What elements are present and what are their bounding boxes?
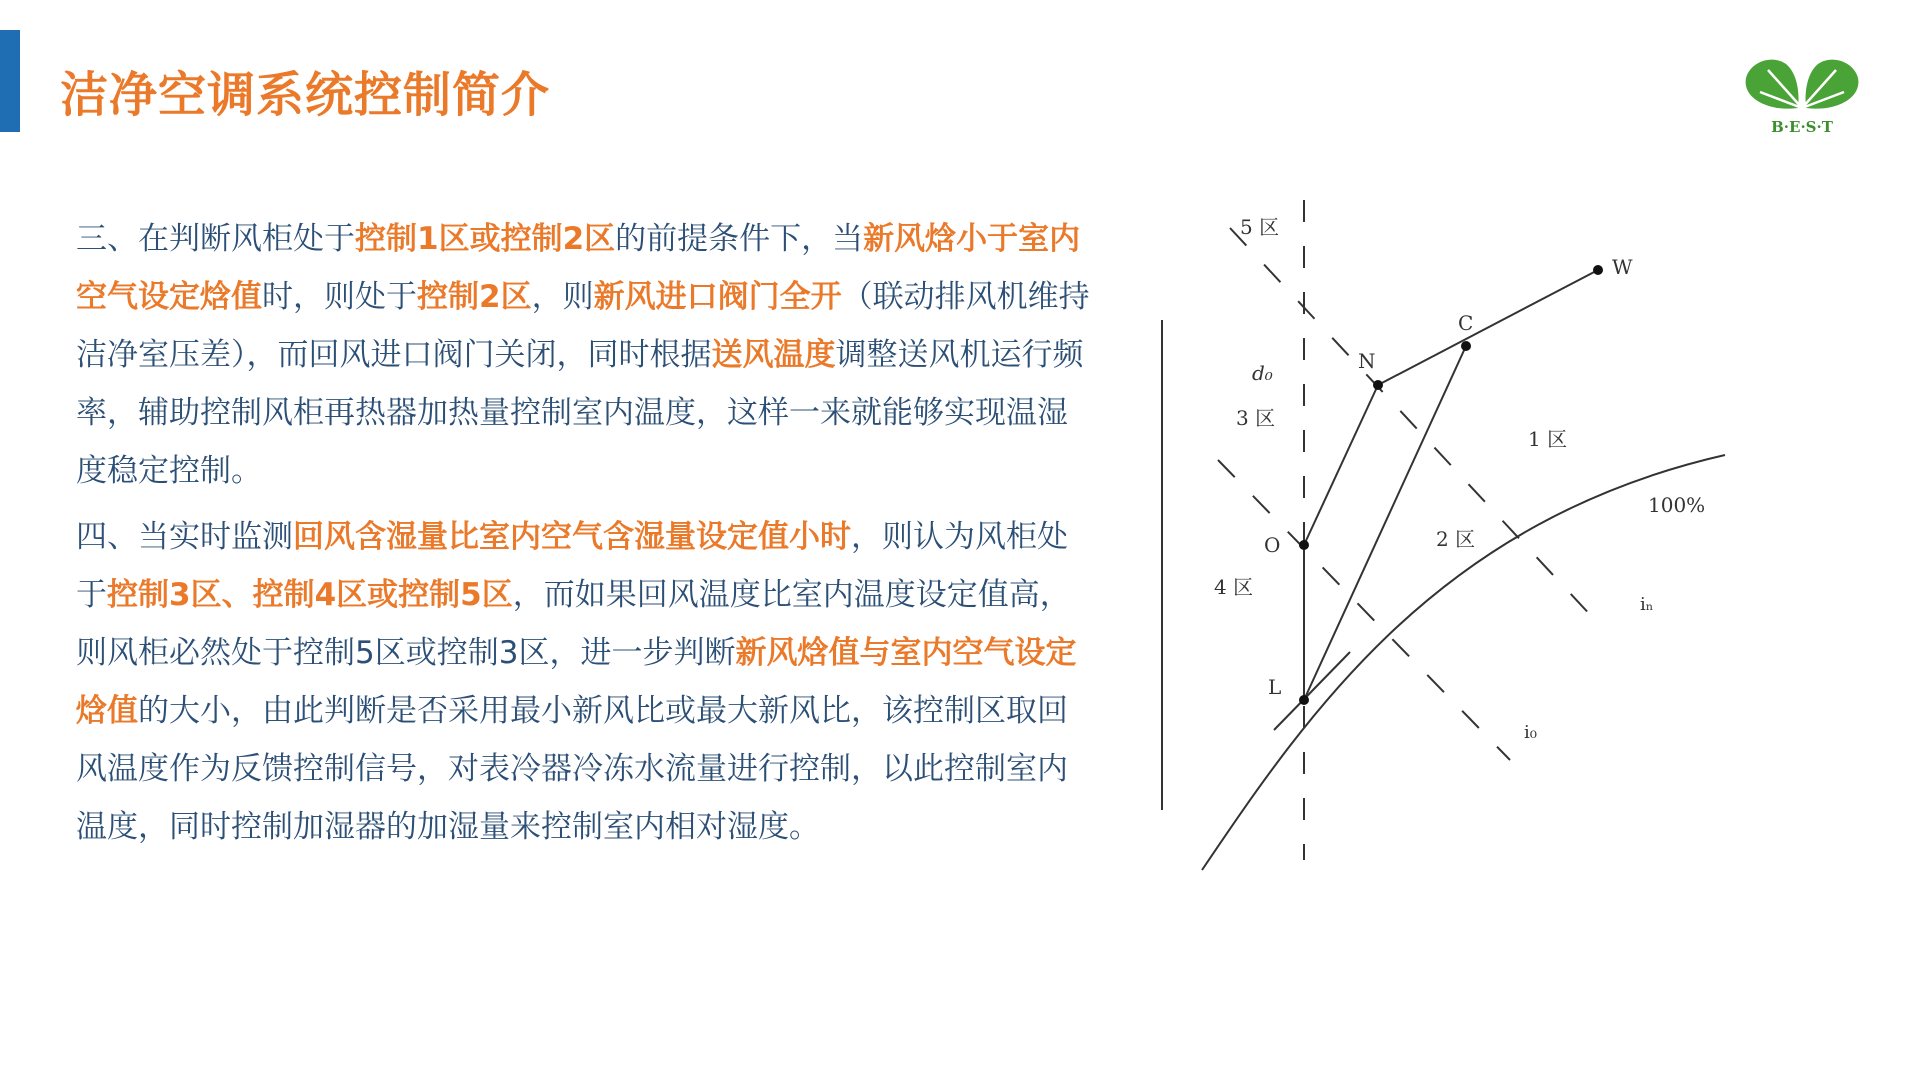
best-logo: [1738, 50, 1866, 138]
highlighted-text: 新风焓小于室内空气设定焓值: [76, 221, 1081, 315]
page-title: 洁净空调系统控制简介: [60, 67, 551, 123]
paragraph-text: 时，则处于: [262, 279, 417, 315]
label-zone-1: 1 区: [1528, 427, 1568, 451]
body-text: [76, 210, 1096, 864]
line-L-C: [1304, 346, 1466, 700]
point-L: [1299, 695, 1309, 705]
highlighted-text: 新风焓值与室内空气设定焓值: [76, 635, 1077, 729]
label-N: N: [1358, 349, 1376, 373]
point-C: [1461, 341, 1471, 351]
highlighted-text: 回风含湿量比室内空气含湿量设定值小时: [293, 519, 851, 555]
label-C: C: [1458, 311, 1474, 335]
highlighted-text: 控制3区、控制4区或控制5区: [107, 577, 513, 613]
paragraph-text: 四、当实时监测: [76, 519, 293, 555]
point-N: [1373, 380, 1383, 390]
label-d0: d₀: [1252, 361, 1273, 385]
paragraph-text: ，则: [531, 279, 594, 315]
label-W: W: [1612, 255, 1633, 279]
paragraph-3: [76, 210, 1096, 500]
point-W: [1593, 265, 1603, 275]
paragraph-text: 三、在判断风柜处于: [76, 221, 355, 257]
highlighted-text: 控制1区或控制2区: [355, 221, 616, 257]
logo-text: B·E·S·T: [1771, 118, 1833, 136]
in-enthalpy-line: [1230, 228, 1595, 620]
label-in: iₙ: [1640, 594, 1654, 615]
paragraph-4: [76, 508, 1096, 856]
label-io: i₀: [1524, 722, 1537, 743]
paragraph-text: （联动排风机维持洁净室压差），而回风进口阀门关闭，同时根据: [76, 279, 1090, 373]
point-O: [1299, 540, 1309, 550]
label-zone-2: 2 区: [1436, 527, 1476, 551]
label-L: L: [1268, 675, 1282, 699]
paragraph-text: 的前提条件下，当: [615, 221, 864, 257]
label-O: O: [1264, 533, 1281, 557]
highlighted-text: 送风温度: [711, 337, 836, 373]
highlighted-text: 新风进口阀门全开: [593, 279, 842, 315]
paragraph-text: ，而如果回风温度比室内温度设定值高，则风柜必然处于控制5区或控制3区，进一步判断: [76, 577, 1071, 671]
paragraph-text: 的大小，由此判断是否采用最小新风比或最大新风比，该控制区取回风温度作为反馈控制信号，对表冷器冷冻水流量进行控制，以此控制室内温度，同时控制加湿器的加湿量来控制室内相对湿度。: [76, 693, 1068, 845]
saturation-curve: [1202, 455, 1725, 870]
label-zone-4: 4 区: [1214, 575, 1254, 599]
line-O-N: [1304, 385, 1378, 545]
highlighted-text: 控制2区: [417, 279, 532, 315]
line-N-W: [1378, 270, 1598, 385]
label-zone-3: 3 区: [1236, 406, 1276, 430]
label-zone-5: 5 区: [1240, 215, 1280, 239]
paragraph-text: 调整送风机运行频率，辅助控制风柜再热器加热量控制室内温度，这样一来就能够实现温湿度稳定控制。: [76, 337, 1084, 489]
label-100-percent: 100%: [1648, 493, 1706, 517]
psychrometric-zone-diagram: [1140, 190, 1780, 880]
title-accent-bar: [0, 30, 20, 132]
paragraph-text: ，则认为风柜处于: [76, 519, 1068, 613]
io-enthalpy-line: [1218, 460, 1510, 760]
